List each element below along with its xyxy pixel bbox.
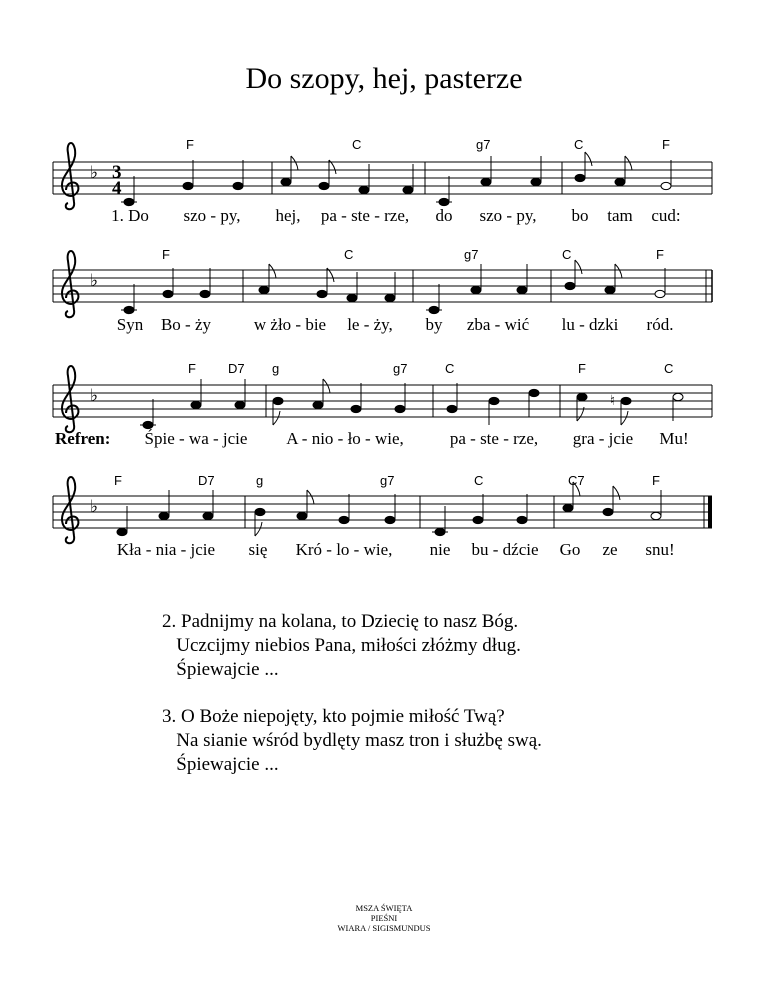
chord: F	[188, 361, 196, 376]
chord: C	[664, 361, 674, 376]
natural-icon: ♮	[610, 393, 616, 409]
lyric-syllable: szo - py,	[479, 206, 537, 225]
chord: g7	[464, 247, 479, 262]
chord: g7	[380, 473, 395, 488]
chord: g7	[476, 137, 491, 152]
chord: F	[652, 473, 660, 488]
lyric-syllable: lu - dzki	[561, 315, 619, 334]
chord: g	[272, 361, 280, 376]
lyric-syllable: bo	[571, 206, 589, 225]
chord: C	[344, 247, 354, 262]
svg-text:♭: ♭	[90, 271, 99, 291]
treble-clef-icon	[62, 143, 78, 209]
verse-line: Śpiewajcie ...	[162, 659, 279, 680]
notes-system-2	[121, 260, 665, 314]
lyric-syllable: Śpie - wa - jcie	[144, 429, 248, 448]
notes-system-3	[140, 379, 683, 429]
lyric-syllable: A - nio - ło - wie,	[286, 429, 404, 448]
treble-clef-icon	[62, 477, 78, 543]
lyric-syllable: w żło - bie	[253, 315, 327, 334]
lyric-syllable: Go	[559, 540, 581, 559]
verse-line: 3. O Boże niepojęty, kto pojmie miłość Twą?	[162, 706, 505, 727]
verse-line: Na sianie wśród bydlęty masz tron i służbę swą.	[162, 730, 542, 751]
chord: F	[186, 137, 194, 152]
chord: F	[162, 247, 170, 262]
lyric-syllable: zba - wić	[466, 315, 530, 334]
lyric-syllable: 1. Do	[111, 206, 149, 225]
chord: F	[656, 247, 664, 262]
lyric-syllable: do	[435, 206, 453, 225]
refrain-label: Refren:	[55, 429, 111, 448]
lyric-syllable: Mu!	[659, 429, 689, 448]
chord: D7	[228, 361, 245, 376]
treble-clef-icon	[62, 251, 78, 317]
lyric-syllable: pa - ste - rze,	[320, 206, 410, 225]
lyric-syllable: Syn	[116, 315, 144, 334]
lyrics	[55, 206, 689, 559]
chord: C	[474, 473, 484, 488]
lyric-syllable: Bo - ży	[160, 315, 212, 334]
lyric-syllable: le - ży,	[347, 315, 393, 334]
footer-line: WIARA / SIGISMUNDUS	[337, 923, 431, 933]
chord: D7	[198, 473, 215, 488]
verse-2	[162, 610, 521, 682]
verse-line: Uczcijmy niebios Pana, miłości złóżmy dług.	[162, 635, 521, 656]
chord: C	[445, 361, 455, 376]
flat-icon	[90, 163, 98, 517]
song-title: Do szopy, hej, pasterze	[245, 62, 523, 95]
chord: g	[256, 473, 264, 488]
lyric-syllable: cud:	[651, 206, 681, 225]
chord: g7	[393, 361, 408, 376]
chord: F	[662, 137, 670, 152]
svg-text:♭: ♭	[90, 163, 99, 183]
lyric-syllable: Kró - lo - wie,	[295, 540, 393, 559]
lyric-syllable: tam	[607, 206, 633, 225]
svg-text:♭: ♭	[90, 497, 99, 517]
footer	[0, 903, 768, 933]
lyric-syllable: ze	[602, 540, 618, 559]
chord: C	[574, 137, 584, 152]
lyric-syllable: hej,	[275, 206, 301, 225]
time-signature	[112, 162, 122, 199]
chord: C	[562, 247, 572, 262]
verse-line: Śpiewajcie ...	[162, 754, 279, 775]
verse-line: 2. Padnijmy na kolana, to Dziecię to nasz Bóg.	[162, 611, 519, 632]
lyric-syllable: ród.	[646, 315, 674, 334]
svg-text:♭: ♭	[90, 386, 99, 406]
chord: C	[352, 137, 362, 152]
lyric-syllable: by	[425, 315, 443, 334]
treble-clef-icon	[62, 366, 78, 432]
chord: C7	[568, 473, 585, 488]
lyric-syllable: gra - jcie	[572, 429, 634, 448]
time-signature-top: 3	[112, 162, 122, 183]
notes-system-1	[121, 152, 671, 206]
chord: F	[114, 473, 122, 488]
chord: F	[578, 361, 586, 376]
lyric-syllable: szo - py,	[183, 206, 241, 225]
verse-3	[162, 705, 542, 777]
time-signature-bottom: 4	[112, 178, 122, 199]
lyric-syllable: pa - ste - rze,	[449, 429, 539, 448]
lyric-syllable: bu - dźcie	[471, 540, 539, 559]
lyric-syllable: się	[248, 540, 268, 559]
footer-line: MSZA ŚWIĘTA	[355, 903, 413, 913]
lyric-syllable: nie	[429, 540, 451, 559]
footer-line: PIEŚNI	[370, 913, 398, 923]
lyric-syllable: snu!	[645, 540, 675, 559]
lyric-syllable: Kła - nia - jcie	[116, 540, 216, 559]
